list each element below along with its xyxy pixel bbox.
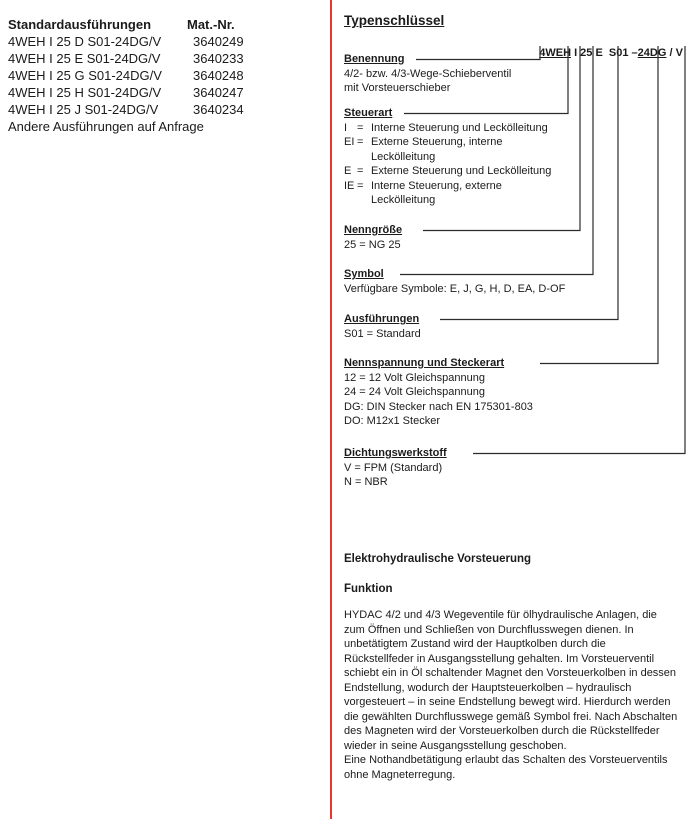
nennspannung-line: DG: DIN Stecker nach EN 175301-803 xyxy=(344,400,533,413)
nennspannung-line: DO: M12x1 Stecker xyxy=(344,415,440,427)
steuerart-item xyxy=(344,179,678,208)
benennung-label: Benennung xyxy=(344,53,405,65)
left-column xyxy=(8,16,323,135)
material-number: 3640248 xyxy=(193,68,244,83)
type-code-seg-mid: I 25 E S01 – xyxy=(571,47,638,59)
steuerart-text: Externe Steuerung, interne xyxy=(371,136,503,148)
section-nenngroesse xyxy=(344,223,678,252)
section-benennung xyxy=(344,52,678,96)
funktion-paragraph xyxy=(344,608,678,782)
version-row xyxy=(8,50,323,67)
funktion-paragraph-part1: HYDAC 4/2 und 4/3 Wegeventile für ölhydraulische Anlagen, die zum Öffnen und Schließen von Durchflusswegen dienen. In unbetätigtem Zustand wird der Hauptkolben durch die Rückstellfeder in Ausgangsstellung gehalten. Im Vorsteuerventil schiebt ein in Öl schaltender Magnet den Vorsteuerkolben in dessen Endstellung, wodurch der Hauptsteuerkolben – hydraulisch vorgesteuert – in seine Endstellung bewegt wird. Hierdurch werden die gewählten Durchflusswege gemäß Symbol frei. Nach Abschalten des Magneten wird der Vorsteuerkolben durch die Rückstellfeder wieder in seine Ausgangsstellung geschoben. xyxy=(344,609,678,752)
steuerart-text: Interne Steuerung, externe xyxy=(371,179,502,192)
ausfuehrungen-label: Ausführungen xyxy=(344,313,420,325)
version-row xyxy=(8,101,323,118)
version-row xyxy=(8,67,323,84)
material-number: 3640247 xyxy=(193,85,244,100)
column-divider xyxy=(330,0,332,819)
product-code: 4WEH I 25 D S01-24DG/V xyxy=(8,34,162,49)
steuerart-text: Externe Steuerung und Leckölleitung xyxy=(371,165,552,177)
steuerart-text-cont: Leckölleitung xyxy=(371,194,436,206)
steuerart-text: Interne Steuerung und Leckölleitung xyxy=(371,121,548,134)
other-versions-note: Andere Ausführungen auf Anfrage xyxy=(8,119,204,134)
benennung-line: 4/2- bzw. 4/3-Wege-Schieberventil xyxy=(344,67,512,80)
typenschluessel-title: Typenschlüssel xyxy=(344,13,445,28)
symbol-label: Symbol xyxy=(344,268,384,280)
version-row xyxy=(8,84,323,101)
type-code-seg-v: / V xyxy=(666,47,683,59)
funktion-heading: Funktion xyxy=(344,583,393,595)
section-nennspannung xyxy=(344,356,678,429)
equals-sign: = xyxy=(357,121,364,134)
steuerart-text-cont: Leckölleitung xyxy=(371,150,436,163)
benennung-line: mit Vorsteuerschieber xyxy=(344,82,451,94)
ausfuehrungen-line: S01 = Standard xyxy=(344,327,421,340)
equals-sign: = xyxy=(357,165,364,177)
dichtungswerkstoff-line: N = NBR xyxy=(344,476,388,488)
standard-versions-header xyxy=(8,16,323,33)
product-code: 4WEH I 25 G S01-24DG/V xyxy=(8,68,162,83)
material-number: 3640234 xyxy=(193,102,244,117)
material-number: 3640249 xyxy=(193,34,244,49)
steuerart-key: E xyxy=(344,165,352,177)
type-code-seg-4weh: 4WEH xyxy=(539,47,572,59)
nenngroesse-line: 25 = NG 25 xyxy=(344,238,401,251)
equals-sign: = xyxy=(357,136,364,148)
vorsteuerung-heading: Elektrohydraulische Vorsteuerung xyxy=(344,553,532,565)
steuerart-key: IE xyxy=(344,179,355,192)
steuerart-label: Steuerart xyxy=(344,107,393,119)
steuerart-item xyxy=(344,135,678,164)
nenngroesse-label: Nenngröße xyxy=(344,224,403,236)
funktion-paragraph-part2: Eine Nothandbetätigung erlaubt das Schalten des Vorsteuerventils ohne Magneterregung. xyxy=(344,754,668,781)
steuerart-key: I xyxy=(344,121,348,134)
header-standardausfuehrungen: Standardausführungen xyxy=(8,17,152,32)
nennspannung-line: 12 = 12 Volt Gleichspannung xyxy=(344,371,485,384)
section-dichtungswerkstoff xyxy=(344,446,678,490)
dichtungswerkstoff-line: V = FPM (Standard) xyxy=(344,461,443,474)
equals-sign: = xyxy=(357,179,364,192)
product-code: 4WEH I 25 H S01-24DG/V xyxy=(8,85,162,100)
dichtungswerkstoff-label: Dichtungswerkstoff xyxy=(344,447,447,459)
nennspannung-line: 24 = 24 Volt Gleichspannung xyxy=(344,386,485,398)
type-code-seg-24dg: 24DG xyxy=(637,47,667,59)
section-symbol xyxy=(344,267,678,296)
version-row xyxy=(8,33,323,50)
steuerart-key: EI xyxy=(344,136,355,148)
product-code: 4WEH I 25 E S01-24DG/V xyxy=(8,51,161,66)
steuerart-item xyxy=(344,121,678,136)
section-steuerart xyxy=(344,106,678,208)
symbol-line: Verfügbare Symbole: E, J, G, H, D, EA, D-OF xyxy=(344,282,566,295)
steuerart-item xyxy=(344,164,678,179)
section-ausfuehrungen xyxy=(344,312,678,341)
material-number: 3640233 xyxy=(193,51,244,66)
header-mat-nr: Mat.-Nr. xyxy=(187,17,235,32)
product-code: 4WEH I 25 J S01-24DG/V xyxy=(8,102,159,117)
nennspannung-label: Nennspannung und Steckerart xyxy=(344,357,505,369)
